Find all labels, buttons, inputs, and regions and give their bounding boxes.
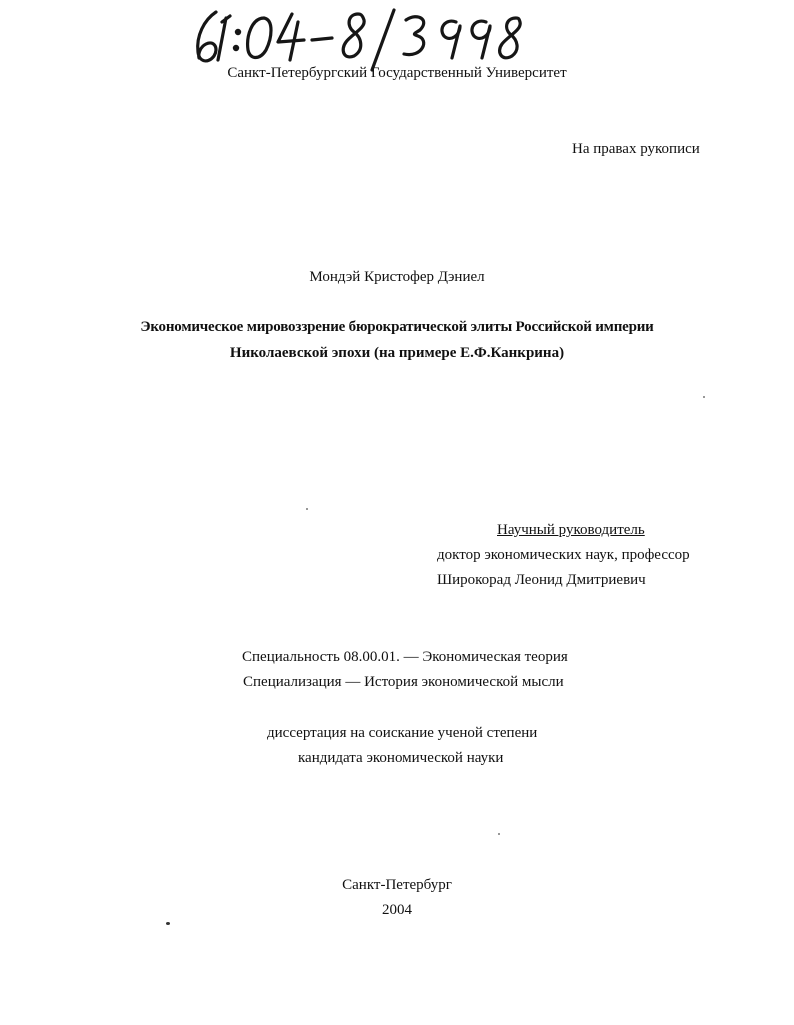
dissertation-purpose-line-2: кандидата экономической науки — [298, 750, 504, 766]
city: Санкт-Петербург — [342, 877, 452, 893]
author-name: Мондэй Кристофер Дэниел — [309, 269, 485, 285]
supervisor-degree: доктор экономических наук, профессор — [437, 547, 690, 563]
scan-speck — [498, 833, 500, 835]
university-name: Санкт-Петербургский Государственный Университет — [227, 65, 567, 81]
manuscript-rights-note: На правах рукописи — [572, 141, 700, 157]
scan-speck — [166, 922, 170, 925]
scan-speck — [703, 396, 705, 398]
dissertation-purpose-line-1: диссертация на соискание ученой степени — [267, 725, 538, 741]
dissertation-title-line-2: Николаевской эпохи (на примере Е.Ф.Канкрина) — [229, 345, 565, 361]
specialty: Специальность 08.00.01. — Экономическая теория — [242, 649, 568, 665]
year: 2004 — [382, 902, 412, 918]
specialization: Специализация — История экономической мысли — [243, 674, 564, 690]
supervisor-name: Широкорад Леонид Дмитриевич — [437, 572, 646, 588]
dissertation-title-line-1: Экономическое мировоззрение бюрократической элиты Российской империи — [140, 319, 654, 335]
supervisor-heading: Научный руководитель — [497, 522, 645, 538]
scan-speck — [306, 508, 308, 510]
